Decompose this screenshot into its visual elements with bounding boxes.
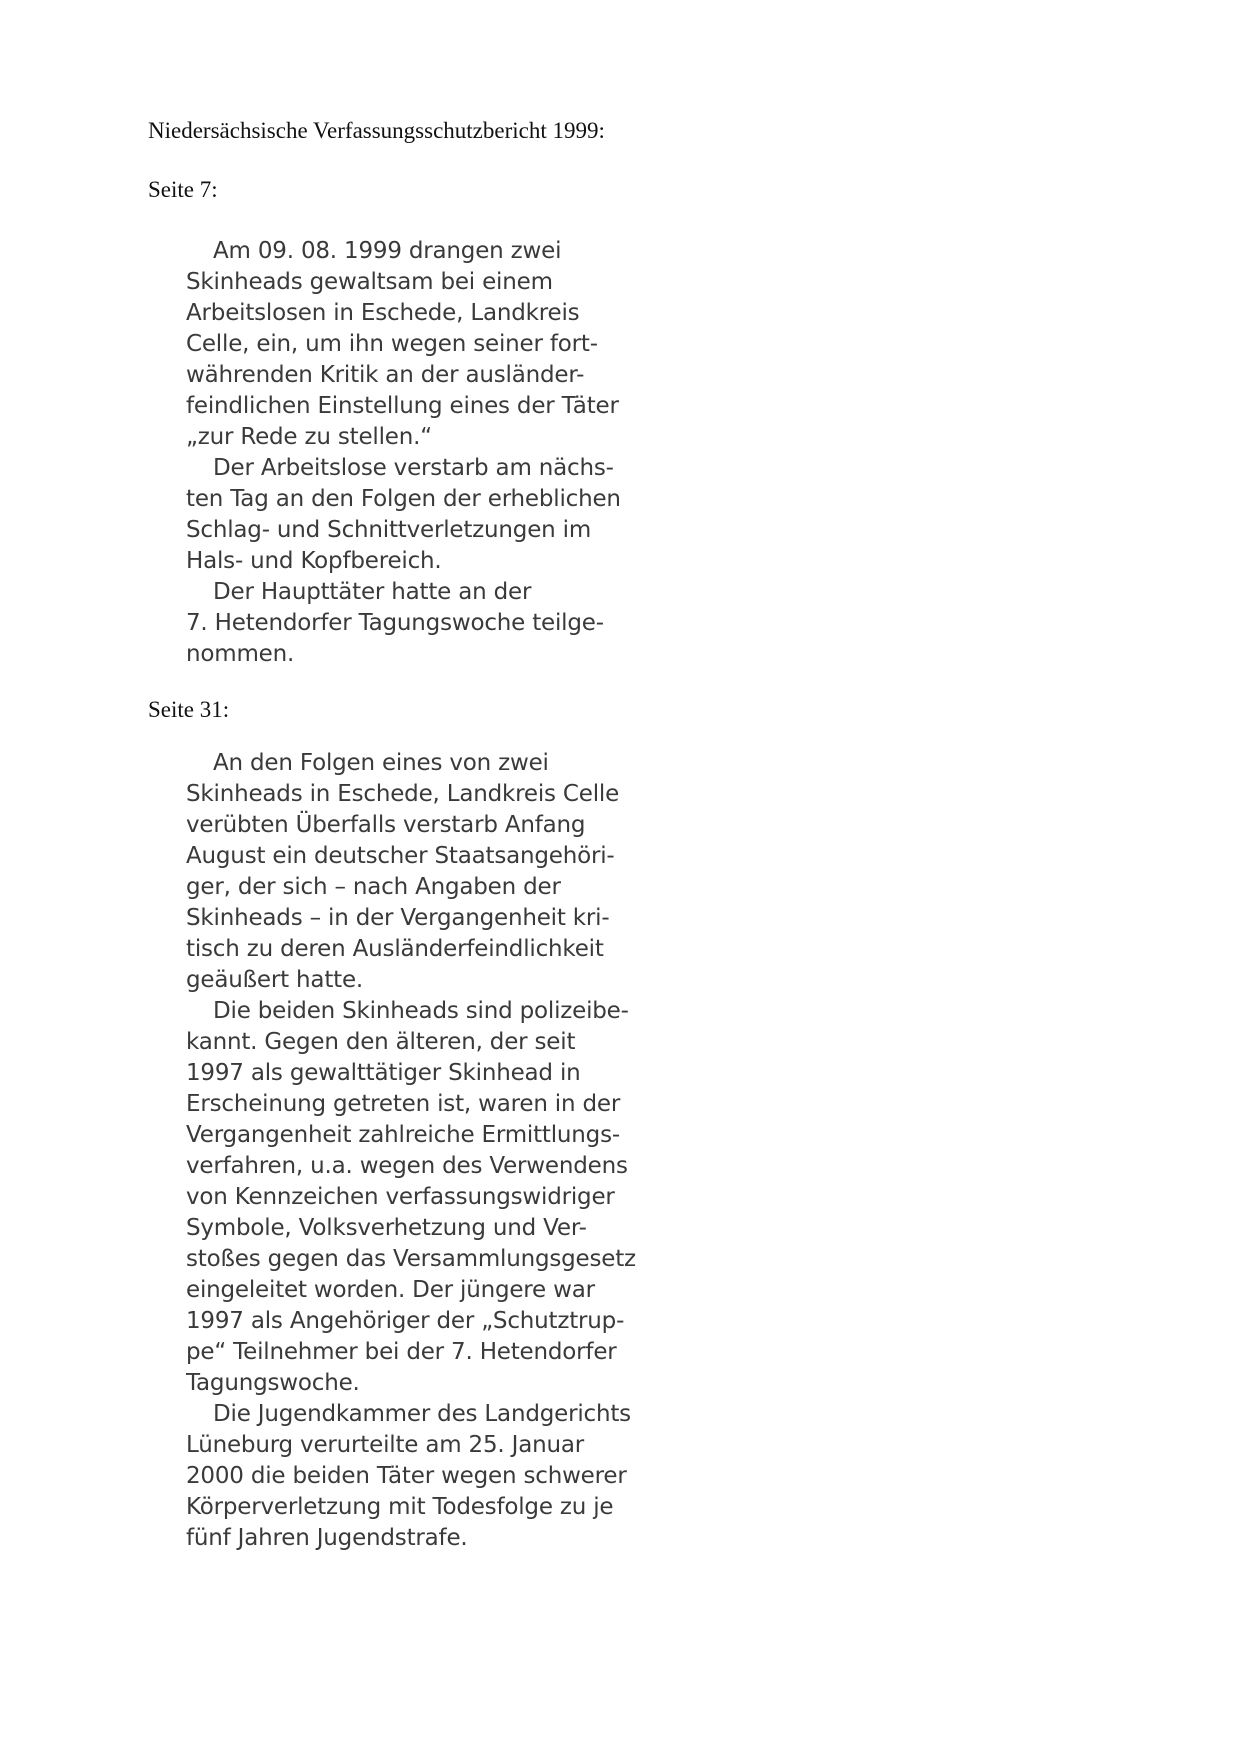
excerpt-line: verübten Überfalls verstarb Anfang [186, 812, 586, 838]
excerpt-line: Der Haupttäter hatte an der [213, 579, 532, 605]
excerpt-line: tisch zu deren Ausländerfeindlichkeit [186, 936, 604, 962]
excerpt-line: Schlag- und Schnittverletzungen im [186, 517, 592, 543]
excerpt-line: ten Tag an den Folgen der erheblichen [186, 486, 621, 512]
excerpt-line: 2000 die beiden Täter wegen schwerer [186, 1463, 627, 1489]
document-title: Niedersächsische Verfassungsschutzbericht 1999: [148, 118, 605, 143]
excerpt-line: nommen. [186, 641, 295, 667]
excerpt-line: 7. Hetendorfer Tagungswoche teilge- [186, 610, 604, 636]
excerpt-seite-31 [186, 748, 636, 1554]
excerpt-line: Erscheinung getreten ist, waren in der [186, 1091, 621, 1117]
excerpt-line: stoßes gegen das Versammlungsgesetz [186, 1246, 636, 1272]
excerpt-line: An den Folgen eines von zwei [213, 750, 549, 776]
excerpt-line: geäußert hatte. [186, 967, 364, 993]
excerpt-line: 1997 als Angehöriger der „Schutztrup- [186, 1308, 625, 1334]
section-heading-seite-31: Seite 31: [148, 697, 230, 722]
excerpt-line: Die beiden Skinheads sind polizeibe- [213, 998, 629, 1024]
excerpt-line: Vergangenheit zahlreiche Ermittlungs- [186, 1122, 620, 1148]
excerpt-line: Hals- und Kopfbereich. [186, 548, 442, 574]
excerpt-line: Celle, ein, um ihn wegen seiner fort- [186, 331, 598, 357]
excerpt-line: Skinheads – in der Vergangenheit kri- [186, 905, 610, 931]
excerpt-line: verfahren, u.a. wegen des Verwendens [186, 1153, 628, 1179]
excerpt-line: 1997 als gewalttätiger Skinhead in [186, 1060, 581, 1086]
excerpt-line: kannt. Gegen den älteren, der seit [186, 1029, 576, 1055]
excerpt-line: Körperverletzung mit Todesfolge zu je [186, 1494, 614, 1520]
section-heading-seite-7: Seite 7: [148, 177, 218, 202]
excerpt-line: eingeleitet worden. Der jüngere war [186, 1277, 595, 1303]
excerpt-line: von Kennzeichen verfassungswidriger [186, 1184, 615, 1210]
excerpt-line: fünf Jahren Jugendstrafe. [186, 1525, 468, 1551]
excerpt-line: „zur Rede zu stellen.“ [186, 424, 432, 450]
excerpt-line: Der Arbeitslose verstarb am nächs- [213, 455, 614, 481]
excerpt-line: feindlichen Einstellung eines der Täter [186, 393, 619, 419]
excerpt-line: Tagungswoche. [186, 1370, 360, 1396]
excerpt-line: Skinheads gewaltsam bei einem [186, 269, 553, 295]
excerpt-line: Skinheads in Eschede, Landkreis Celle [186, 781, 620, 807]
excerpt-line: pe“ Teilnehmer bei der 7. Hetendorfer [186, 1339, 617, 1365]
excerpt-line: August ein deutscher Staatsangehöri- [186, 843, 615, 869]
excerpt-line: Die Jugendkammer des Landgerichts [213, 1401, 631, 1427]
excerpt-line: Arbeitslosen in Eschede, Landkreis [186, 300, 580, 326]
excerpt-line: währenden Kritik an der ausländer- [186, 362, 585, 388]
excerpt-seite-7 [186, 236, 621, 670]
excerpt-line: Symbole, Volksverhetzung und Ver- [186, 1215, 587, 1241]
excerpt-line: ger, der sich – nach Angaben der [186, 874, 561, 900]
excerpt-line: Lüneburg verurteilte am 25. Januar [186, 1432, 585, 1458]
excerpt-line: Am 09. 08. 1999 drangen zwei [213, 238, 562, 264]
